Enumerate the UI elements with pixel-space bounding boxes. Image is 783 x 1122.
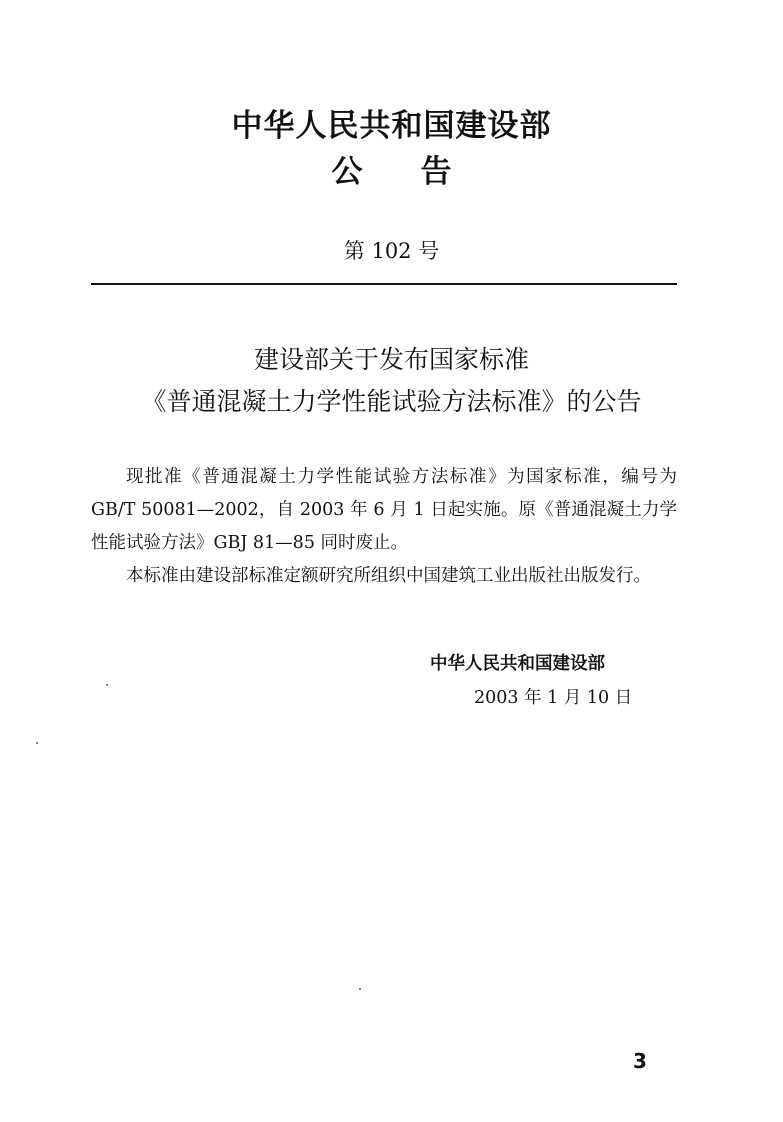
document-type-char-left: 公 (331, 154, 363, 190)
announcement-body (91, 461, 677, 593)
scan-speck (106, 684, 108, 686)
announcement-number: 第 102 号 (343, 239, 440, 263)
signature-issuer: 中华人民共和国建设部 (430, 654, 605, 674)
header-divider (91, 283, 677, 285)
subject-line-2: 《普通混凝土力学性能试验方法标准》的公告 (141, 387, 642, 416)
subject-line-1: 建设部关于发布国家标准 (253, 345, 529, 374)
signature-date: 2003 年 1 月 10 日 (474, 688, 633, 708)
body-paragraph-2: 本标准由建设部标准定额研究所组织中国建筑工业出版社出版发行。 (126, 566, 651, 586)
scan-speck (359, 988, 361, 990)
body-paragraph-1: 现批准《普通混凝土力学性能试验方法标准》为国家标准，编号为 GB/T 50081—2002，自 2003 年 6 月 1 日起实施。原《普通混凝土力学性能试验方法》GBJ 81—85 同时废止。 (91, 467, 677, 553)
document-type-title (0, 152, 783, 192)
issuer-title: 中华人民共和国建设部 (231, 108, 552, 144)
page-number: 3 (633, 1049, 647, 1073)
announcement-subject (0, 339, 783, 423)
document-type-char-right: 告 (420, 154, 452, 190)
scan-speck (36, 742, 38, 744)
